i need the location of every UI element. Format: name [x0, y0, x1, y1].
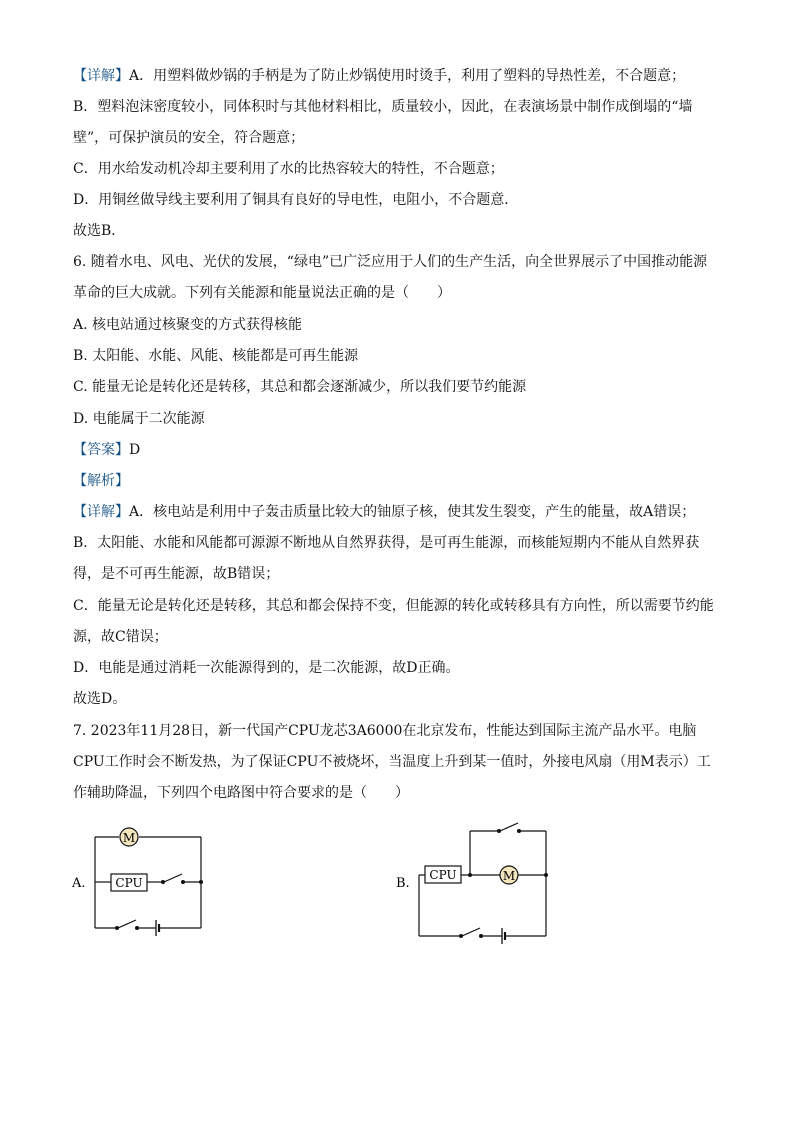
circuit-diagram-b [390, 816, 560, 944]
circuit-b-option-label: B. [396, 876, 410, 891]
line-text: 革命的巨大成就。下列有关能源和能量说法正确的是（ ） [73, 285, 451, 301]
text-line [73, 502, 695, 522]
switch-icon [459, 829, 548, 938]
line-text: 7. 2023年11月28日，新一代国产CPU龙芯3A6000在北京发布，性能达到国际主流产品水平。电脑 [73, 723, 697, 739]
line-text: B. 太阳能、水能、风能、核能都是可再生能源 [73, 348, 359, 364]
line-text: B．太阳能、水能和风能都可源源不断地从自然界获得，是可再生能源，而核能短期内不能从自然界获 [73, 535, 700, 551]
line-text: 6. 随着水电、风电、光伏的发展，“绿电”已广泛应用于人们的生产生活，向全世界展示了中国推动能源 [73, 254, 708, 270]
line-text: 壁”，可保护演员的安全，符合题意； [73, 130, 305, 146]
motor-label: M [502, 869, 516, 883]
line-text: 故选D。 [73, 691, 127, 707]
line-text: B．塑料泡沫密度较小，同体积时与其他材料相比，质量较小，因此，在表演场景中制作成倒塌的“墙 [73, 99, 693, 115]
line-text: 源，故C错误； [73, 629, 168, 645]
question-7-stem [73, 721, 696, 741]
analysis-heading [73, 471, 129, 491]
text-line [73, 689, 126, 709]
question-6-stem [73, 252, 707, 272]
motor-label: M [122, 831, 136, 845]
line-text: D．用铜丝做导线主要利用了铜具有良好的导电性，电阻小，不合题意． [73, 192, 519, 208]
text-line [73, 627, 168, 647]
circuit-diagram-a [66, 820, 216, 940]
motor-icon [120, 828, 138, 846]
line-text: A．用塑料做炒锅的手柄是为了防止炒锅使用时烫手，利用了塑料的导热性差，不合题意； [129, 68, 686, 84]
text-line [73, 283, 451, 303]
text-line [73, 752, 711, 772]
section-tag: 【答案】 [73, 442, 129, 458]
line-text: C．能量无论是转化还是转移，其总和都会保持不变，但能源的转化或转移具有方向性，所以需要节约能 [73, 598, 714, 614]
line-text: A. 核电站通过核聚变的方式获得核能 [73, 317, 303, 333]
section-tag: 【详解】 [73, 68, 129, 84]
section-tag: 【详解】 [73, 504, 129, 520]
line-text: D．电能是通过消耗一次能源得到的，是二次能源，故D正确。 [73, 660, 460, 676]
battery-icon [502, 928, 505, 944]
text-line [73, 658, 459, 678]
text-line [73, 190, 518, 210]
line-text: 得，是不可再生能源，故B错误； [73, 566, 280, 582]
text-line [73, 596, 714, 616]
text-line [73, 159, 504, 179]
text-line [73, 97, 692, 117]
line-text: C. 能量无论是转化还是转移，其总和都会逐渐减少，所以我们要节约能源 [73, 379, 527, 395]
line-text: D [129, 442, 141, 458]
line-text: A．核电站是利用中子轰击质量比较大的铀原子核，使其发生裂变，产生的能量，故A错误； [129, 504, 696, 520]
cpu-box [111, 874, 147, 891]
option-c [73, 377, 526, 397]
option-b [73, 346, 358, 366]
line-text: CPU工作时会不断发热，为了保证CPU不被烧坏，当温度上升到某一值时，外接电风扇（用M表示）工 [73, 754, 711, 770]
cpu-label: CPU [115, 876, 143, 890]
cpu-label: CPU [429, 868, 457, 882]
option-d [73, 409, 205, 429]
section-tag: 【解析】 [73, 473, 129, 489]
cpu-box [425, 866, 461, 883]
line-text: 作辅助降温，下列四个电路图中符合要求的是（ ） [73, 785, 409, 801]
line-text: 故选B． [73, 223, 126, 239]
text-line [73, 564, 279, 584]
text-line [73, 128, 304, 148]
answer-line [73, 440, 140, 460]
text-line [73, 221, 125, 241]
motor-icon [500, 866, 518, 884]
text-line [73, 66, 685, 86]
line-text: C．用水给发动机冷却主要利用了水的比热容较大的特性，不合题意； [73, 161, 504, 177]
circuit-a-option-label: A. [72, 876, 86, 891]
option-a [73, 315, 302, 335]
text-line [73, 783, 409, 803]
line-text: D. 电能属于二次能源 [73, 411, 205, 427]
text-line [73, 533, 699, 553]
battery-icon [156, 920, 159, 936]
